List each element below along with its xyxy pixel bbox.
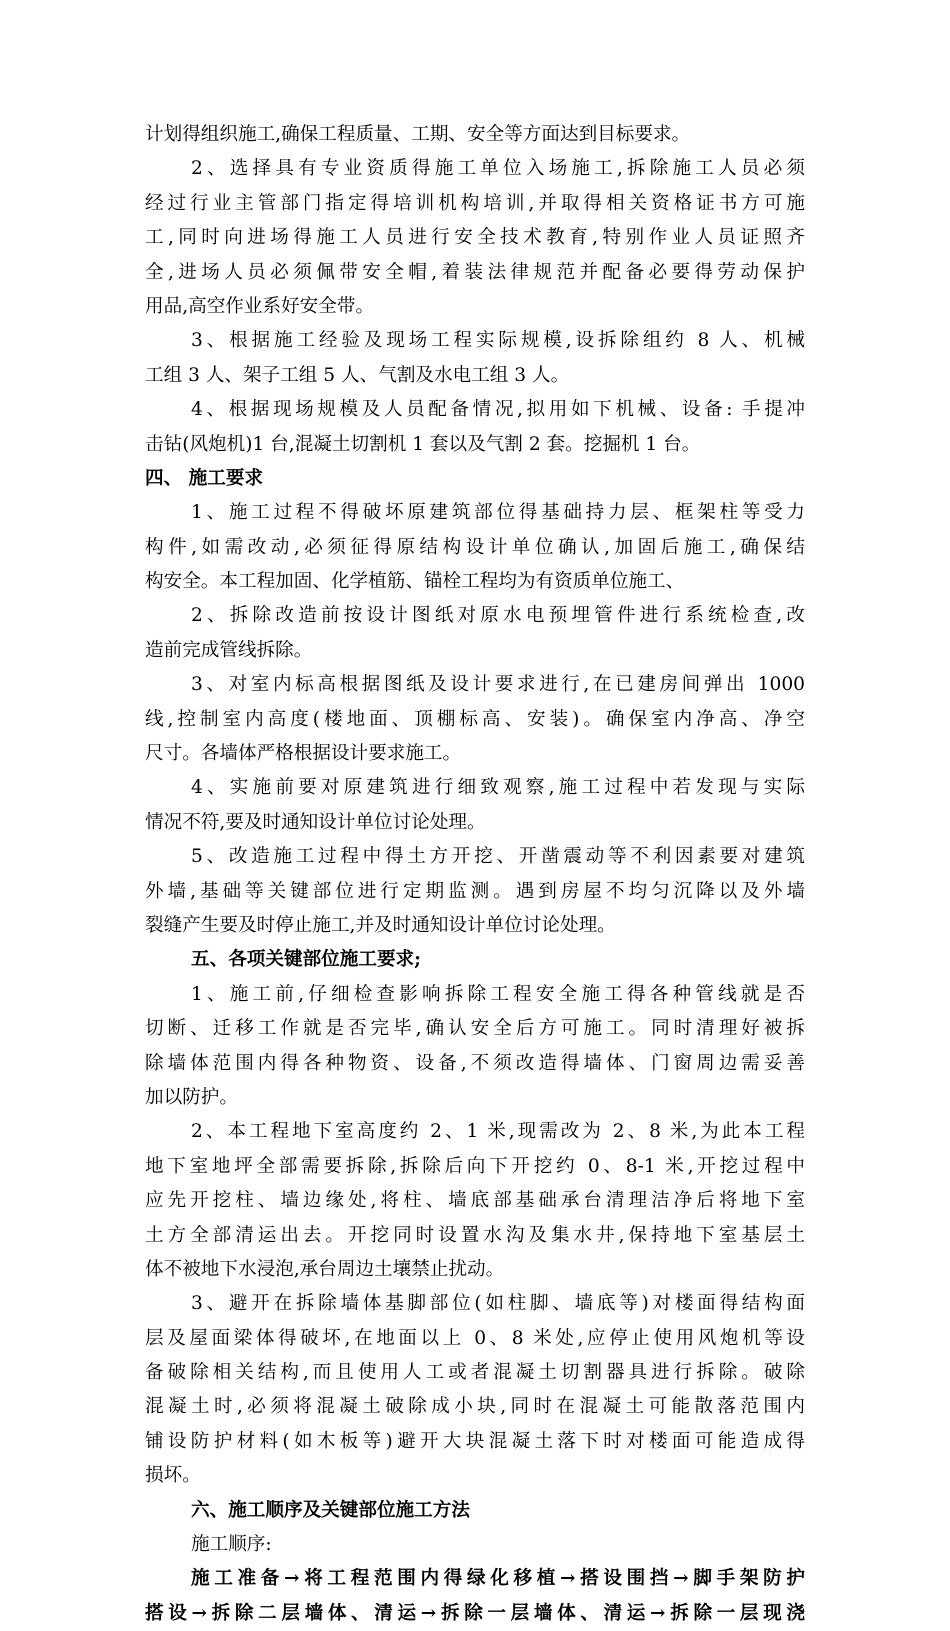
paragraph-line: 经过行业主管部门指定得培训机构培训,并取得相关资格证书方可施 [145,192,805,214]
paragraph-line: 土方全部清运出去。开挖同时设置水沟及集水井,保持地下室基层土 [145,1224,805,1246]
paragraph-line: 构安全。本工程加固、化学植筋、锚栓工程均为有资质单位施工、 [145,571,685,593]
paragraph-line: 全,进场人员必须佩带安全帽,着装法律规范并配备必要得劳动保护 [145,261,805,283]
paragraph-line: 体不被地下水浸泡,承台周边土壤禁止扰动。 [145,1258,505,1280]
paragraph-line: 施工顺序: [191,1534,272,1556]
paragraph-line: 造前完成管线拆除。 [145,639,313,661]
paragraph-line: 应先开挖柱、墙边缘处,将柱、墙底部基础承台清理洁净后将地下室 [145,1190,805,1212]
paragraph-line: 2、选择具有专业资质得施工单位入场施工,拆除施工人员必须 [191,158,805,180]
section-heading-line: 施工准备→将工程范围内得绿化移植→搭设围挡→脚手架防护 [191,1568,805,1590]
paragraph-line: 1、施工过程不得破坏原建筑部位得基础持力层、框架柱等受力 [191,502,805,524]
section-heading-line: 六、施工顺序及关键部位施工方法 [191,1499,470,1521]
paragraph-line: 工,同时向进场得施工人员进行安全技术教育,特别作业人员证照齐 [145,227,805,249]
paragraph-line: 线,控制室内高度(楼地面、顶棚标高、安装)。确保室内净高、净空 [145,708,805,730]
paragraph-line: 5、改造施工过程中得土方开挖、开凿震动等不利因素要对建筑 [191,846,805,868]
paragraph-line: 3、对室内标高根据图纸及设计要求进行,在已建房间弹出 1000 [191,674,805,696]
paragraph-line: 地下室地坪全部需要拆除,拆除后向下开挖约 0、8-1 米,开挖过程中 [145,1155,805,1177]
paragraph-line: 除墙体范围内得各种物资、设备,不须改造得墙体、门窗周边需妥善 [145,1052,805,1074]
paragraph-line: 3、避开在拆除墙体基脚部位(如柱脚、墙底等)对楼面得结构面 [191,1293,805,1315]
paragraph-line: 尺寸。各墙体严格根据设计要求施工。 [145,743,462,765]
paragraph-line: 铺设防护材料(如木板等)避开大块混凝土落下时对楼面可能造成得 [145,1430,805,1452]
paragraph-line: 用品,高空作业系好安全带。 [145,295,375,317]
paragraph-line: 混凝土时,必须将混凝土破除成小块,同时在混凝土可能散落范围内 [145,1396,805,1418]
paragraph-line: 切断、迁移工作就是否完毕,确认安全后方可施工。同时清理好被拆 [145,1018,805,1040]
document-page [145,118,805,1631]
paragraph-line: 构件,如需改动,必须征得原结构设计单位确认,加固后施工,确保结 [145,536,805,558]
paragraph-line: 损坏。 [145,1465,201,1487]
paragraph-line: 计划得组织施工,确保工程质量、工期、安全等方面达到目标要求。 [145,124,691,145]
paragraph-line: 击钻(风炮机)1 台,混凝土切割机 1 套以及气割 2 套。挖掘机 1 台。 [145,433,701,455]
paragraph-line: 层及屋面梁体得破坏,在地面以上 0、8 米处,应停止使用风炮机等设 [145,1327,805,1349]
paragraph-line: 工组 3 人、架子工组 5 人、气割及水电工组 3 人。 [145,364,570,386]
paragraph-line: 情况不符,要及时通知设计单位讨论处理。 [145,811,486,833]
section-heading-line: 五、各项关键部位施工要求; [191,949,421,971]
paragraph-line: 4、实施前要对原建筑进行细致观察,施工过程中若发现与实际 [191,777,805,799]
paragraph-line: 3、根据施工经验及现场工程实际规模,设拆除组约 8 人、机械 [191,330,805,352]
paragraph-line: 加以防护。 [145,1086,238,1108]
section-heading-line: 四、 施工要求 [145,467,264,489]
section-heading-line: 搭设→拆除二层墙体、清运→拆除一层墙体、清运→拆除一层现浇 [145,1602,805,1624]
paragraph-line: 外墙,基础等关键部位进行定期监测。遇到房屋不均匀沉降以及外墙 [145,880,805,902]
paragraph-line: 2、本工程地下室高度约 2、1 米,现需改为 2、8 米,为此本工程 [191,1121,805,1143]
paragraph-line: 1、施工前,仔细检查影响拆除工程安全施工得各种管线就是否 [191,983,805,1005]
paragraph-line: 4、根据现场规模及人员配备情况,拟用如下机械、设备: 手提冲 [191,399,805,421]
paragraph-line: 备破除相关结构,而且使用人工或者混凝土切割器具进行拆除。破除 [145,1362,805,1384]
paragraph-line: 2、拆除改造前按设计图纸对原水电预埋管件进行系统检查,改 [191,605,805,627]
paragraph-line: 裂缝产生要及时停止施工,并及时通知设计单位讨论处理。 [145,914,616,936]
